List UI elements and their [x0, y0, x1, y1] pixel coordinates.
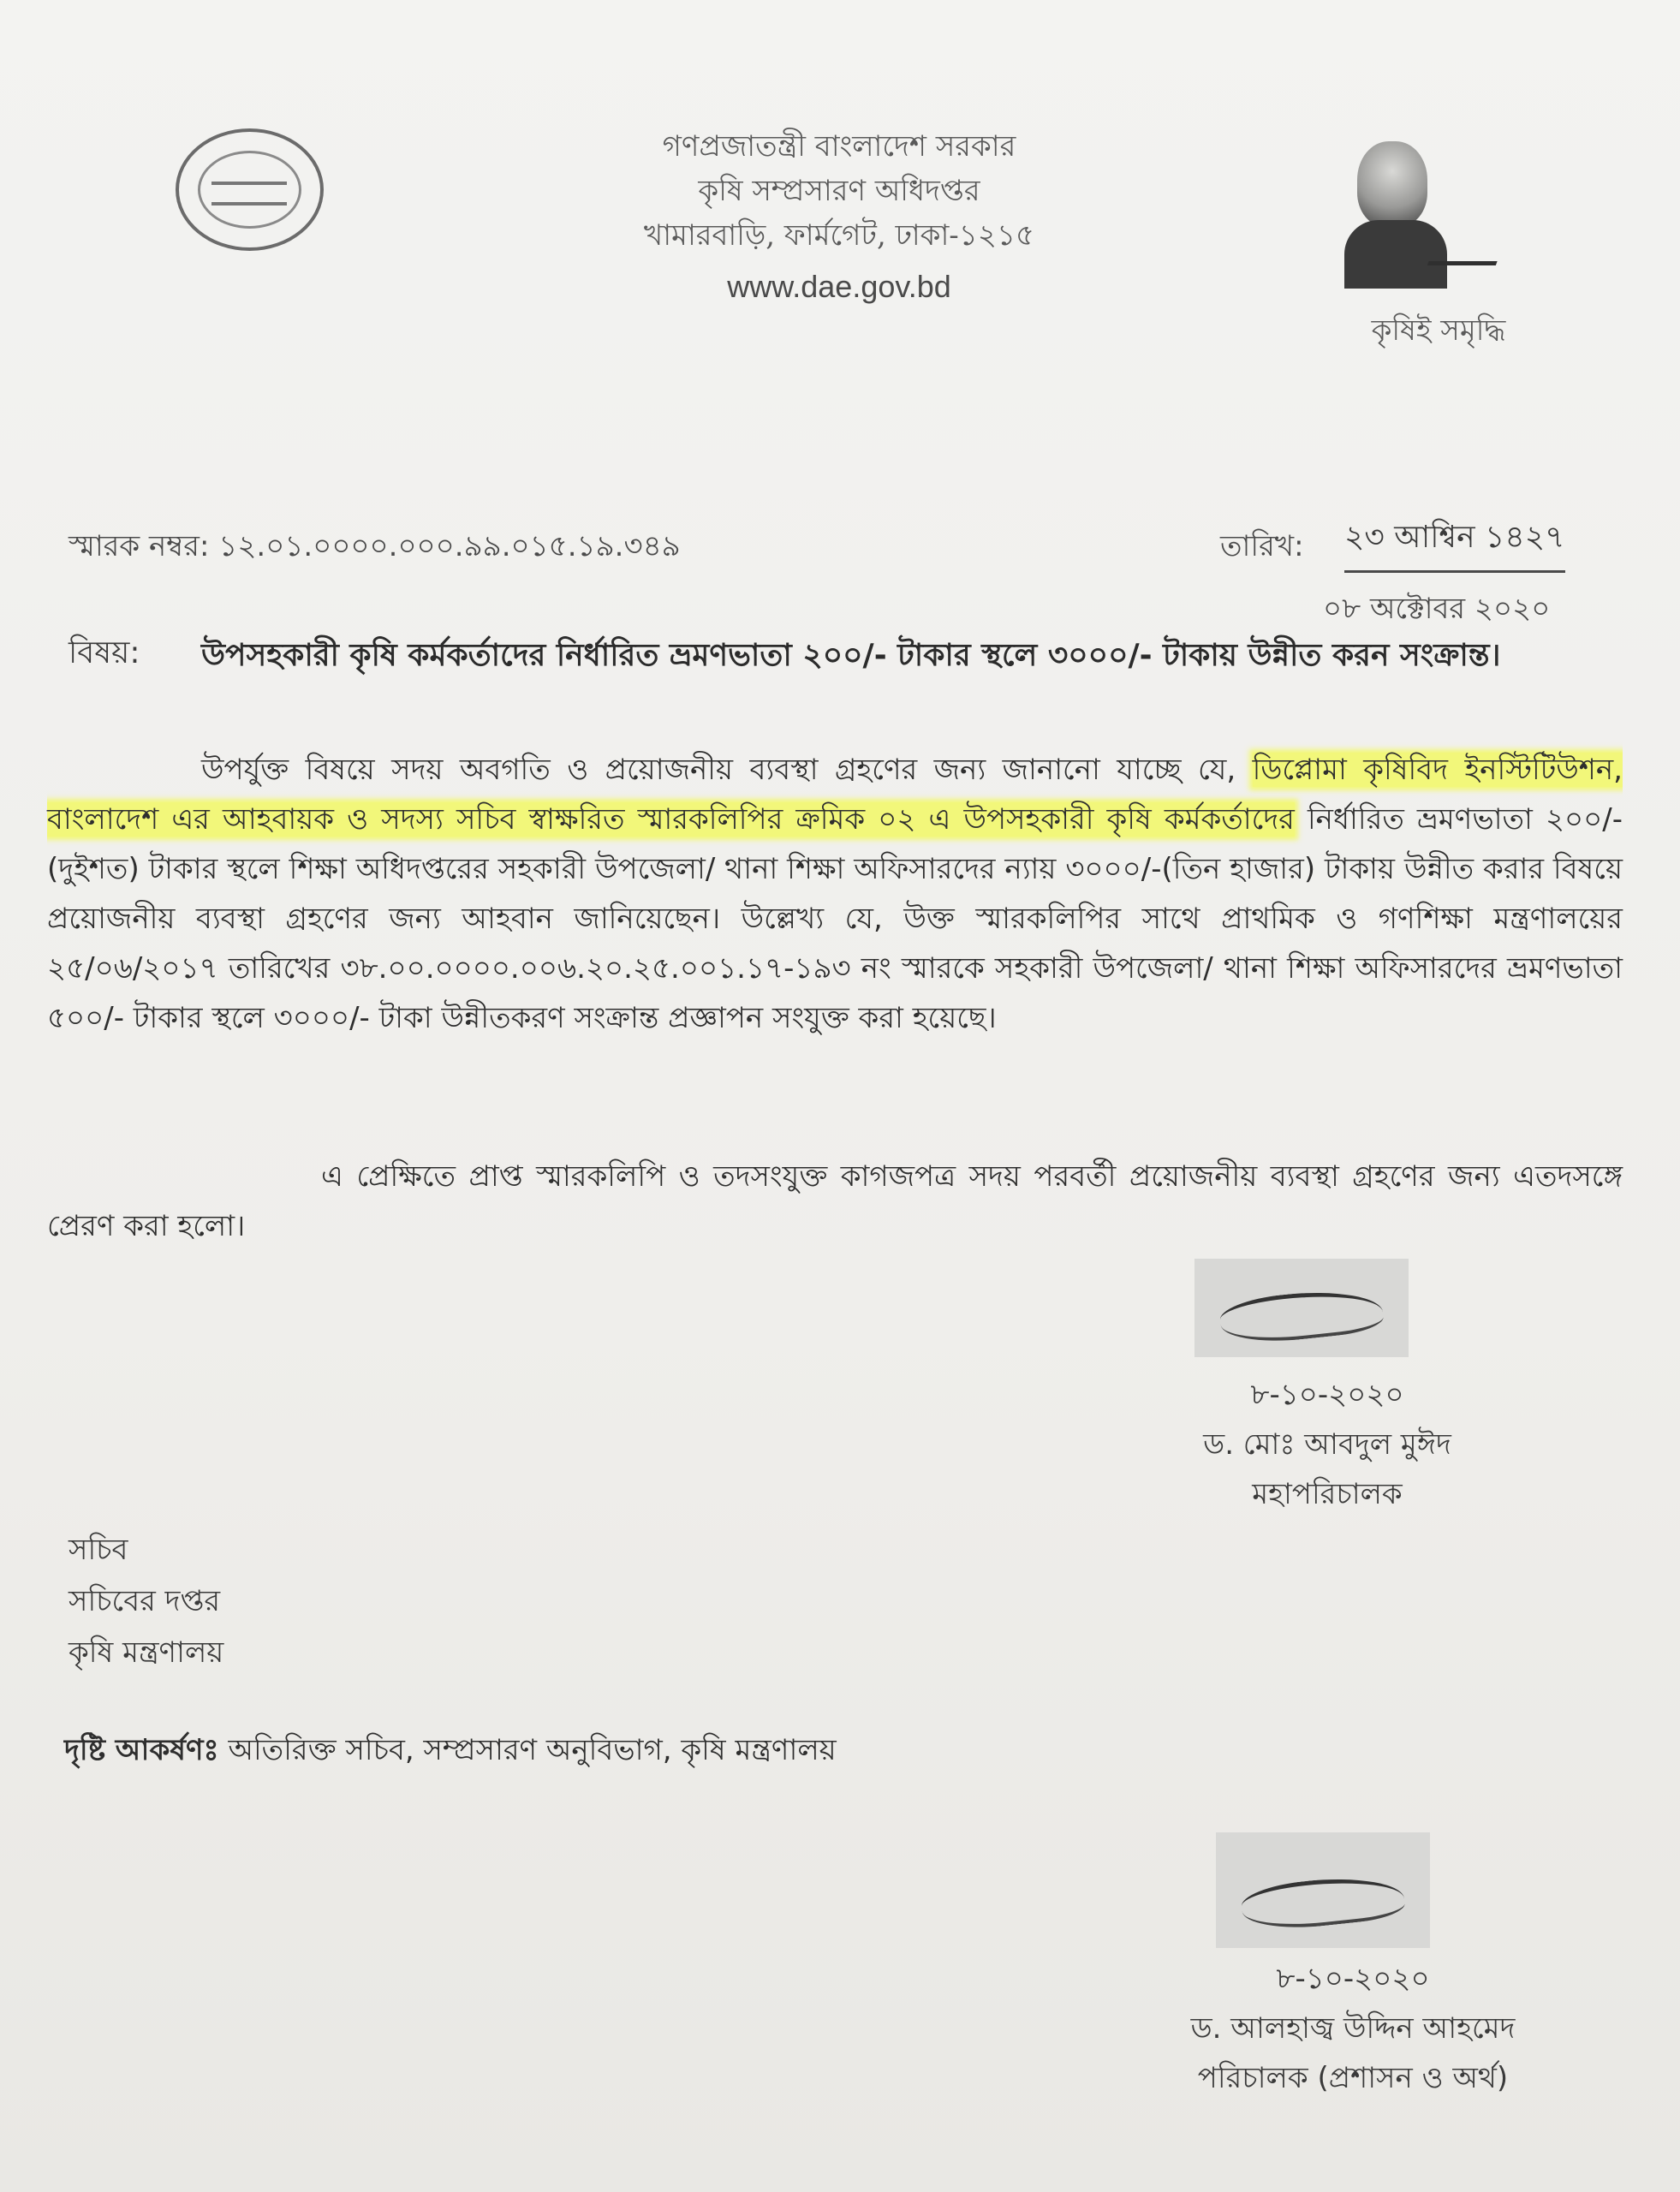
letterhead-line-department: কৃষি সম্প্রসারণ অধিদপ্তর: [698, 174, 980, 208]
recipient-block: [69, 1524, 223, 1678]
letterhead-line-address: খামারবাড়ি, ফার্মগেট, ঢাকা-১২১৫: [643, 218, 1035, 253]
body-paragraph-2: [47, 1152, 1623, 1251]
date-english: ০৮ অক্টোবর ২০২০: [1323, 592, 1551, 626]
government-seal-logo: [176, 128, 324, 251]
signature-director: [1216, 1832, 1430, 1948]
motto: কৃষিই সমৃদ্ধি: [1371, 313, 1506, 348]
signatory-1-date: ৮-১০-২০২০: [1250, 1378, 1404, 1412]
date-label: তারিখ:: [1220, 529, 1304, 563]
attention-text: অতিরিক্ত সচিব, সম্প্রসারণ অনুবিভাগ, কৃষি মন্ত্রণালয়: [218, 1733, 837, 1767]
signature-director-general: [1194, 1259, 1409, 1357]
portrait-logo: [1340, 141, 1511, 291]
recipient-line-2: সচিবের দপ্তর: [69, 1584, 221, 1618]
attention-label: দৃষ্টি আকর্ষণঃ: [64, 1733, 219, 1767]
letterhead-line-government: গণপ্রজাতন্ত্রী বাংলাদেশ সরকার: [662, 129, 1016, 164]
signatory-2-block: [1113, 1954, 1593, 2103]
subject-label: বিষয়:: [69, 635, 140, 670]
recipient-line-3: কৃষি মন্ত্রণালয়: [69, 1635, 224, 1670]
letterhead: [480, 124, 1199, 309]
date-bengali: ২৩ আশ্বিন ১৪২৭: [1344, 514, 1565, 573]
signatory-1-name: ড. মোঃ আবদুল মুঈদ: [1203, 1427, 1451, 1462]
body-text: নির্ধারিত ভ্রমণভাতা ২০০/- (দুইশত) টাকার স্থলে শিক্ষা অধিদপ্তরের সহকারী উপজেলা/ থানা শিক্ষা অফিসারদের ন্যায় ৩০০০/-(তিন হাজার) টাকায় উন্নীত করার বিষয়ে প্রয়োজনীয় ব্যবস্থা গ্রহণের জন্য আহবান জানিয়েছেন। উল্লেখ্য যে, উক্ত স্মারকলিপির সাথে প্রাথমিক ও গণশিক্ষা মন্ত্রণালয়ের ২৫/০৬/২০১৭ তারিখের ৩৮.০০.০০০০.০০৬.২০.২৫.০০১.১৭-১৯৩ নং স্মারকে সহকারী উপজেলা/ থানা শিক্ষা অফিসারদের ভ্রমণভাতা ৫০০/- টাকার স্থলে ৩০০০/- টাকা উন্নীতকরণ সংক্রান্ত প্রজ্ঞাপন সংযুক্ত করা হয়েছে।: [47, 802, 1623, 1035]
signatory-2-name: ড. আলহাজ্ব উদ্দিন আহমেদ: [1190, 2011, 1516, 2046]
body-text: উপর্যুক্ত বিষয়ে সদয় অবগতি ও প্রয়োজনীয় ব্যবস্থা গ্রহণের জন্য জানানো যাচ্ছে যে,: [201, 753, 1253, 787]
subject-text: উপসহকারী কৃষি কর্মকর্তাদের নির্ধারিত ভ্রমণভাতা ২০০/- টাকার স্থলে ৩০০০/- টাকায় উন্নীত করন সংক্রান্ত।: [201, 638, 1501, 673]
recipient-line-1: সচিব: [69, 1533, 128, 1567]
signatory-1-designation: মহাপরিচালক: [1252, 1477, 1403, 1511]
letterhead-website: www.dae.gov.bd: [727, 269, 951, 304]
signatory-1-block: [1139, 1370, 1516, 1519]
signatory-2-designation: পরিচালক (প্রশাসন ও অর্থ): [1197, 2061, 1509, 2095]
memo-number: স্মারক নম্বর: ১২.০১.০০০০.০০০.৯৯.০১৫.১৯.৩৪৯: [69, 529, 681, 563]
body-paragraph-1: [47, 745, 1623, 1043]
attention-line: [64, 1728, 837, 1777]
signatory-2-date: ৮-১০-২০২০: [1276, 1962, 1430, 1996]
highlighted-text: ডিপ্লোমা কৃষিবিদ ইনস্টিটিউশন, বাংলাদেশ এর আহবায়ক ও সদস্য সচিব স্বাক্ষরিত স্মারকলিপির ক্রমিক ০২ এ উপসহকারী কৃষি কর্মকর্তাদের: [47, 753, 1623, 837]
body-text: এ প্রেক্ষিতে প্রাপ্ত স্মারকলিপি ও তদসংযুক্ত কাগজপত্র সদয় পরবর্তী প্রয়োজনীয় ব্যবস্থা গ্রহণের জন্য এতদসঙ্গে প্রেরণ করা হলো।: [47, 1159, 1623, 1243]
